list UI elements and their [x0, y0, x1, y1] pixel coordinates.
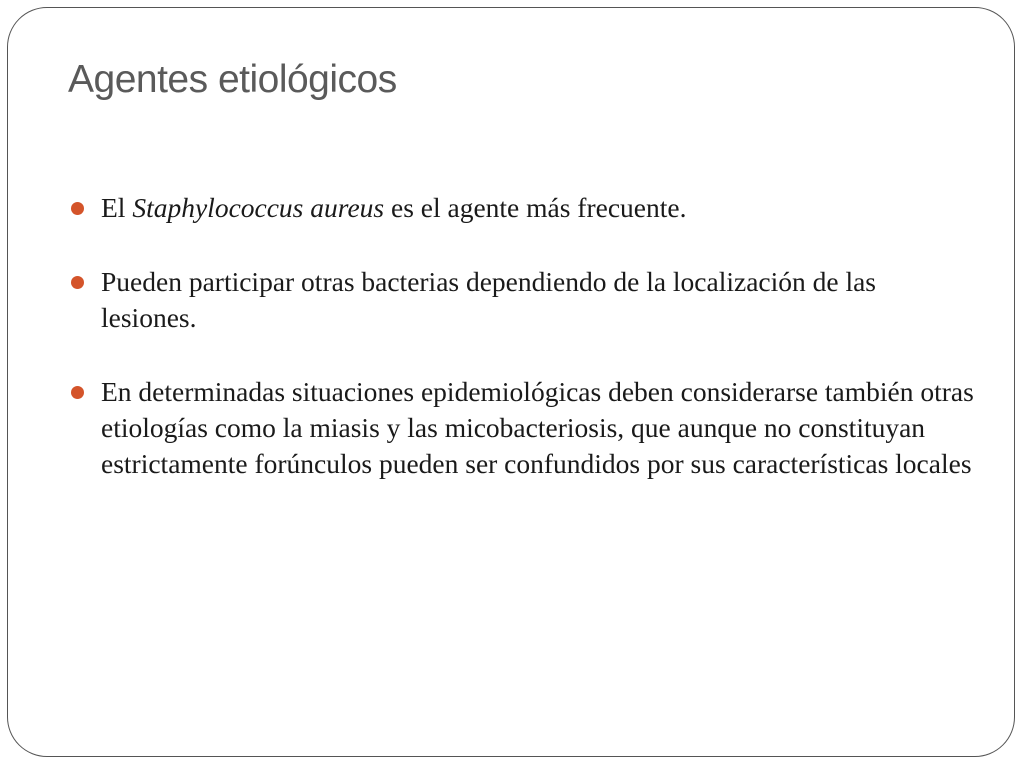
bullet-suffix: es el agente más frecuente. — [384, 192, 687, 223]
slide-title: Agentes etiológicos — [68, 58, 397, 101]
bullet-list — [68, 190, 978, 520]
bullet-dot-icon — [71, 276, 84, 289]
slide-frame — [7, 7, 1015, 757]
bullet-text: En determinadas situaciones epidemiológicas deben considerarse también otras etiologías como la miasis y las micobacteriosis, que aunque no constituyan estrictamente forúnculos pueden ser confundidos por sus características locales — [101, 376, 974, 479]
bullet-prefix: El — [101, 192, 133, 223]
species-name: Staphylococcus aureus — [132, 192, 385, 223]
bullet-text: Pueden participar otras bacterias dependiendo de la localización de las lesiones. — [101, 266, 877, 333]
bullet-item-other-bacteria — [68, 264, 978, 336]
bullet-text — [101, 192, 686, 223]
bullet-item-staphylococcus — [68, 190, 978, 226]
bullet-dot-icon — [71, 386, 84, 399]
bullet-dot-icon — [71, 202, 84, 215]
bullet-item-other-etiologies — [68, 374, 978, 482]
